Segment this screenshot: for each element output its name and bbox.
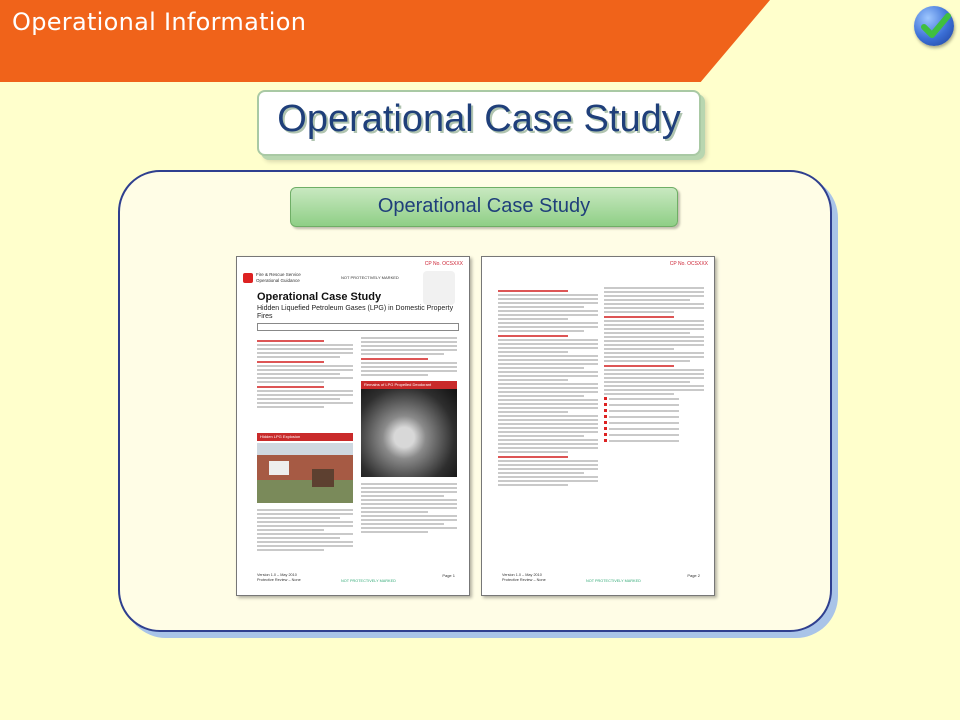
slide-title-card (257, 90, 701, 156)
page-number: Page 1 (442, 573, 455, 578)
crest-icon (423, 271, 455, 305)
slide-subtitle: Operational Case Study (377, 195, 591, 217)
doc-footer-version (257, 573, 301, 583)
house-explosion-photo (257, 443, 353, 503)
document-page-1 (236, 256, 470, 596)
debris-photo (361, 389, 457, 477)
footer-review: Protective Review – None (257, 578, 301, 582)
doc-column-right (361, 337, 457, 378)
document-page-2 (481, 256, 715, 596)
photo-caption: Hidden LPG Explosion (257, 433, 353, 441)
slide-title: Operational Case Study (277, 98, 681, 140)
subtitle-pill (290, 187, 678, 227)
content-panel (118, 170, 832, 632)
fire-service-logo-icon (243, 273, 253, 283)
page-number: Page 2 (687, 573, 700, 578)
footer-marking: NOT PROTECTIVELY MARKED (341, 579, 396, 583)
doc-reference: CP No. OCSXXX (669, 261, 708, 267)
doc-heading: Operational Case Study (257, 291, 382, 303)
doc-reference: CP No. OCSXXX (424, 261, 463, 267)
doc-column-left-lower (257, 509, 353, 553)
doc-meta-table (257, 323, 459, 331)
doc-column-right (604, 287, 704, 445)
footer-marking: NOT PROTECTIVELY MARKED (586, 579, 641, 583)
doc-footer-version (502, 573, 546, 583)
header-title: Operational Information (12, 8, 307, 36)
doc-subheading: Hidden Liquefied Petroleum Gases (LPG) in Domestic Property Fires (257, 305, 454, 320)
doc-column-right-lower (361, 483, 457, 535)
protective-marking: NOT PROTECTIVELY MARKED (341, 275, 399, 280)
doc-column-left (257, 337, 353, 410)
org-guidance: Operational Guidance (256, 278, 300, 283)
org-name: Fire & Rescue Service (256, 272, 301, 277)
photo-caption: Remains of LPG Propelled Deodorant (361, 381, 457, 389)
footer-version: Version 1.0 – May 2010 (502, 573, 542, 577)
doc-column-left (498, 287, 598, 488)
checkmark-icon[interactable] (914, 6, 954, 46)
footer-review: Protective Review – None (502, 578, 546, 582)
footer-version: Version 1.0 – May 2010 (257, 573, 297, 577)
